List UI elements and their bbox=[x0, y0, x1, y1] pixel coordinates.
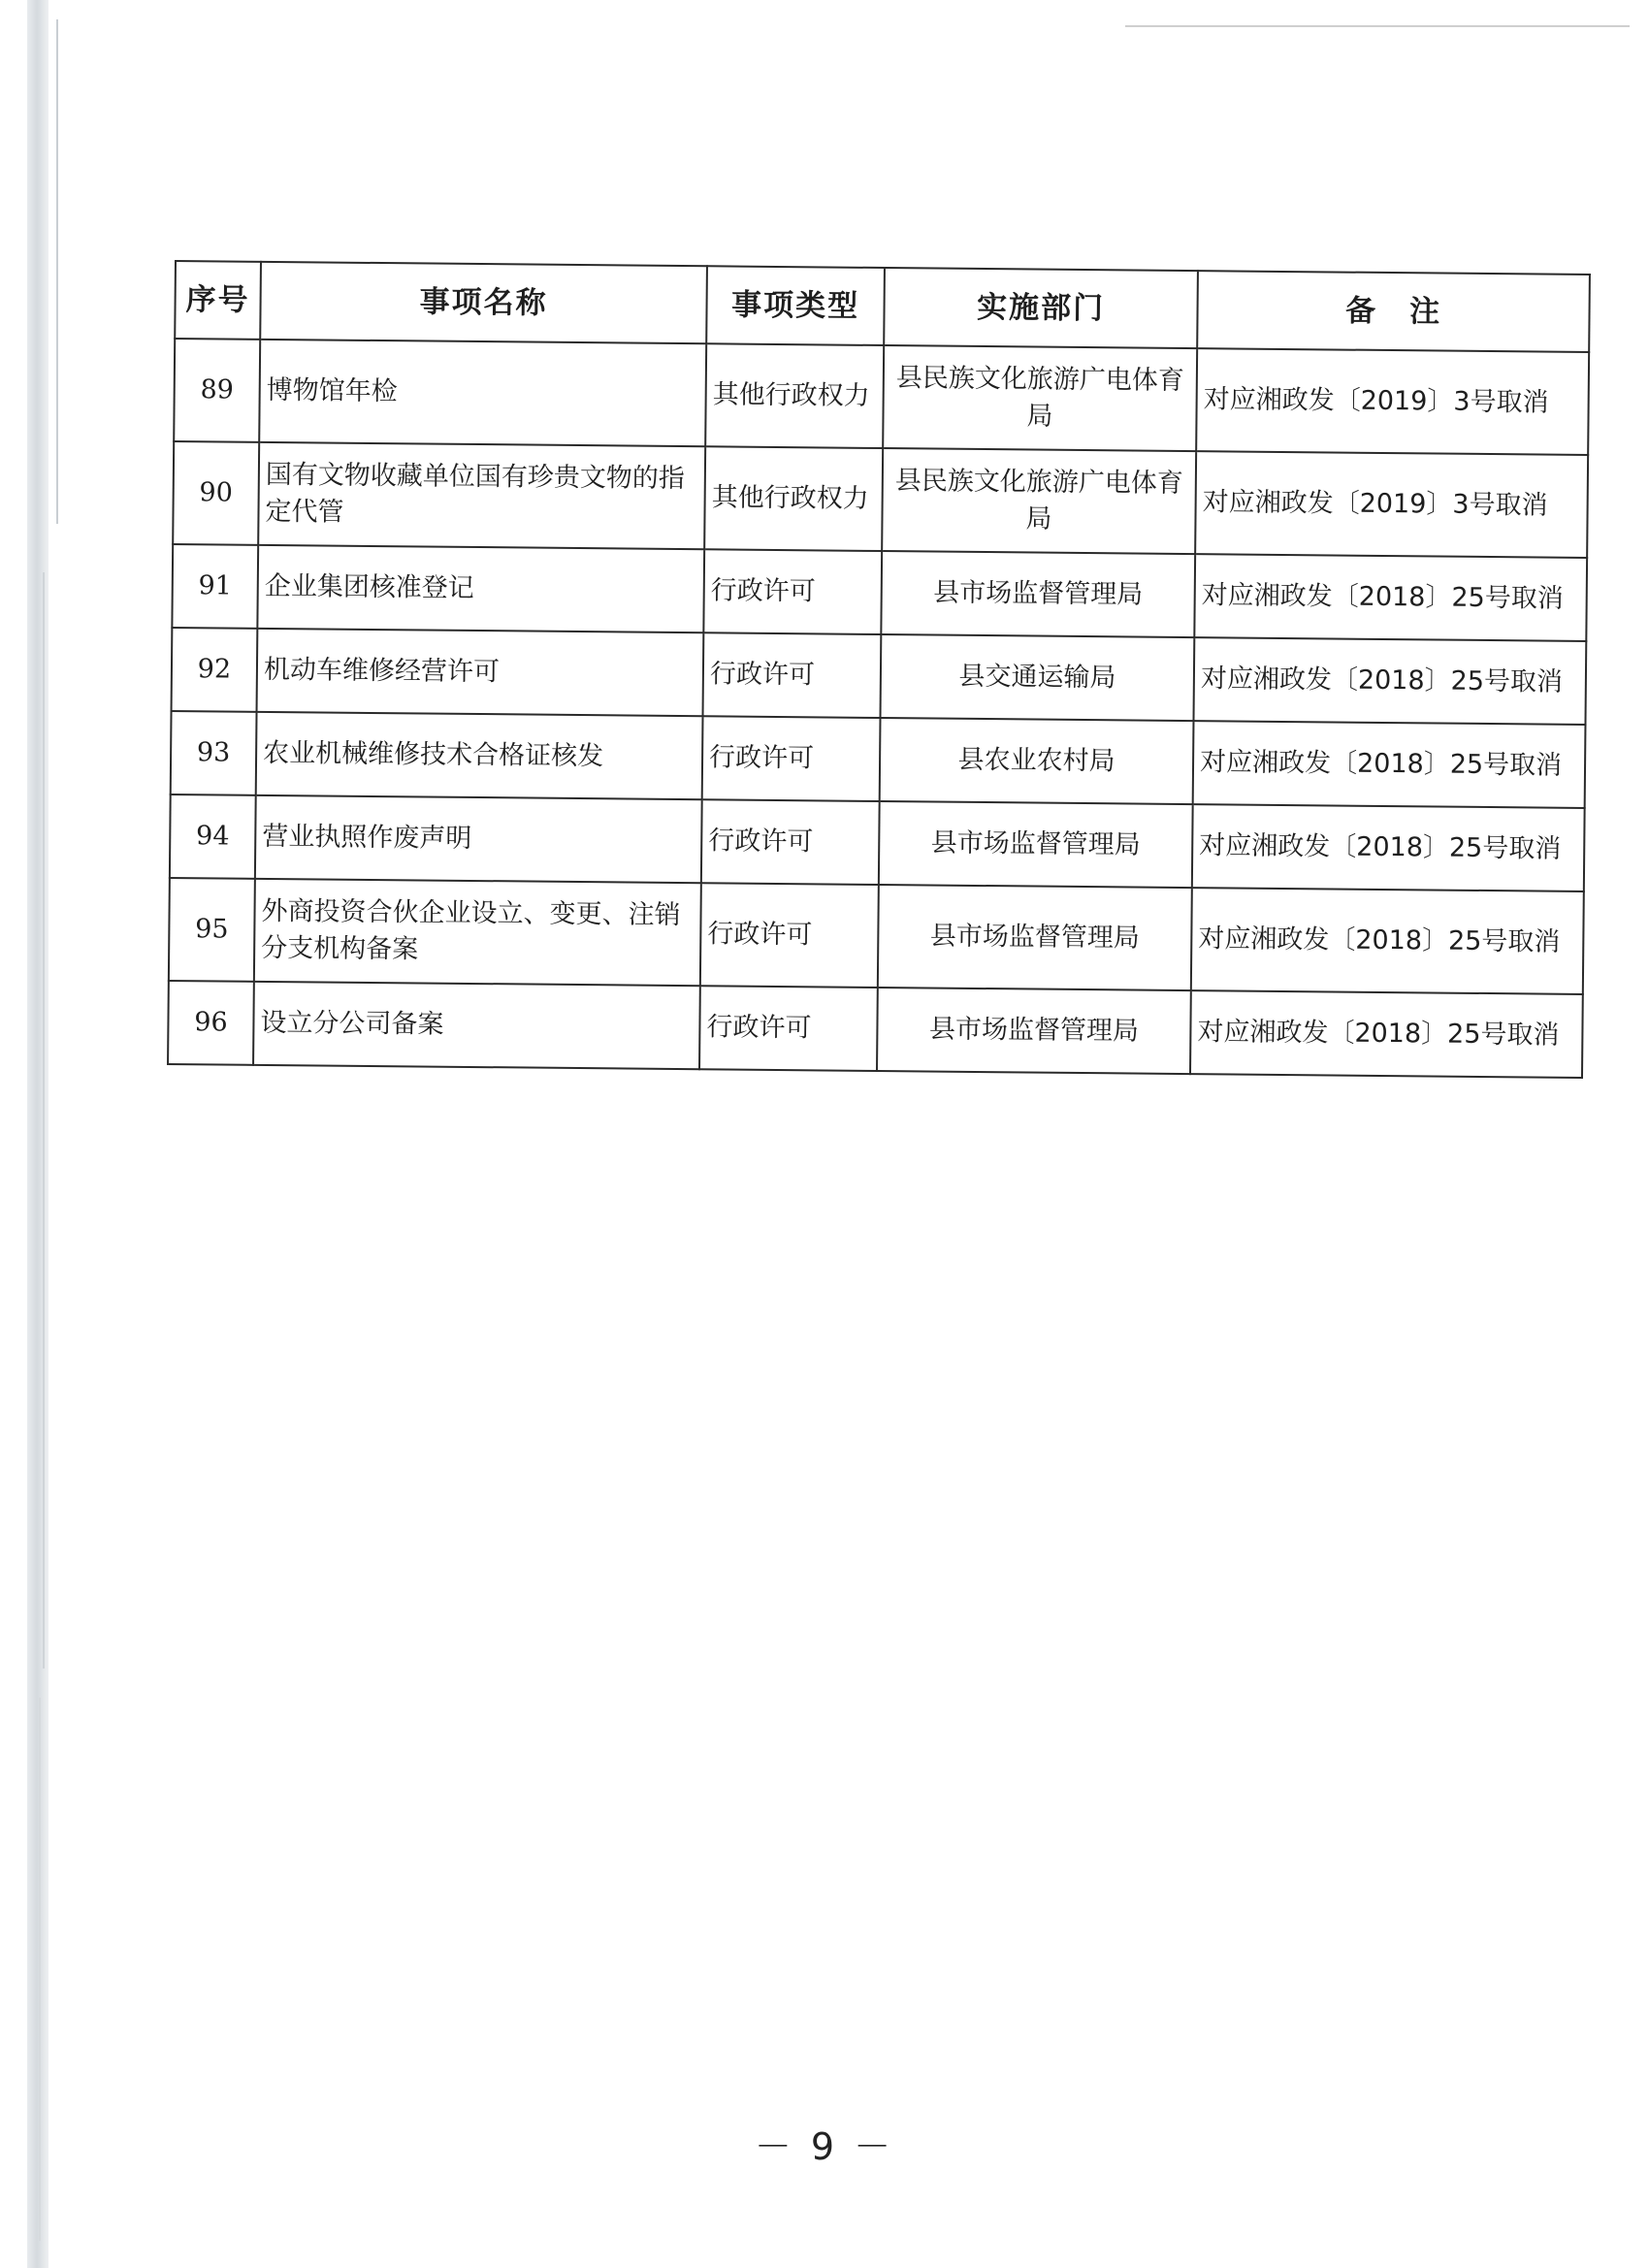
cell-no: 91 bbox=[172, 544, 258, 629]
header-no: 序号 bbox=[175, 261, 261, 340]
cell-name: 农业机械维修技术合格证核发 bbox=[256, 712, 703, 799]
table-row bbox=[171, 711, 1586, 808]
cell-name: 企业集团核准登记 bbox=[257, 545, 704, 632]
cell-name: 机动车维修经营许可 bbox=[257, 629, 704, 716]
cell-name: 国有文物收藏单位国有珍贵文物的指定代管 bbox=[258, 442, 705, 549]
header-note: 备 注 bbox=[1197, 271, 1590, 352]
scan-binding-line bbox=[56, 19, 58, 524]
cell-dept: 县民族文化旅游广电体育局 bbox=[882, 448, 1196, 554]
cell-type: 行政许可 bbox=[703, 632, 882, 718]
table-row bbox=[174, 339, 1589, 455]
cell-type: 行政许可 bbox=[701, 799, 880, 885]
cell-name: 营业执照作废声明 bbox=[255, 795, 702, 883]
cell-note: 对应湘政发〔2018〕25号取消 bbox=[1193, 721, 1586, 808]
scan-binding-shadow bbox=[27, 0, 48, 2268]
cell-name: 外商投资合伙企业设立、变更、注销分支机构备案 bbox=[254, 879, 701, 986]
cell-no: 92 bbox=[172, 628, 258, 712]
cell-no: 89 bbox=[174, 339, 260, 442]
cell-note: 对应湘政发〔2019〕3号取消 bbox=[1196, 348, 1589, 455]
cell-dept: 县市场监督管理局 bbox=[877, 988, 1191, 1074]
cell-name: 设立分公司备案 bbox=[253, 982, 700, 1069]
cell-type: 行政许可 bbox=[700, 883, 879, 988]
cell-note: 对应湘政发〔2018〕25号取消 bbox=[1190, 990, 1583, 1078]
table-row bbox=[169, 878, 1584, 994]
cell-dept: 县市场监督管理局 bbox=[881, 551, 1195, 637]
scan-binding-line bbox=[43, 572, 45, 1669]
cell-no: 95 bbox=[169, 878, 255, 982]
header-dept: 实施部门 bbox=[884, 268, 1198, 348]
cell-note: 对应湘政发〔2018〕25号取消 bbox=[1194, 554, 1587, 641]
cell-type: 其他行政权力 bbox=[705, 343, 884, 448]
table-row bbox=[172, 544, 1587, 641]
cell-name: 博物馆年检 bbox=[259, 340, 706, 446]
cell-dept: 县农业农村局 bbox=[880, 718, 1194, 804]
cell-type: 行政许可 bbox=[703, 549, 882, 634]
items-table-container bbox=[167, 260, 1589, 1079]
cancelled-items-table bbox=[167, 260, 1591, 1079]
cell-no: 93 bbox=[171, 711, 257, 795]
cell-note: 对应湘政发〔2018〕25号取消 bbox=[1192, 804, 1585, 891]
cell-type: 行政许可 bbox=[699, 986, 878, 1071]
cell-note: 对应湘政发〔2018〕25号取消 bbox=[1193, 637, 1586, 725]
cell-no: 90 bbox=[173, 441, 259, 545]
table-row bbox=[170, 794, 1585, 891]
cell-note: 对应湘政发〔2018〕25号取消 bbox=[1191, 888, 1584, 994]
table-row bbox=[172, 628, 1587, 725]
header-name: 事项名称 bbox=[260, 262, 707, 343]
cell-dept: 县市场监督管理局 bbox=[878, 885, 1192, 990]
cell-dept: 县民族文化旅游广电体育局 bbox=[883, 345, 1197, 451]
cell-dept: 县市场监督管理局 bbox=[879, 801, 1193, 888]
scan-top-rule bbox=[1125, 25, 1630, 27]
table-row bbox=[173, 441, 1588, 558]
header-type: 事项类型 bbox=[706, 266, 885, 345]
table-header-row bbox=[175, 261, 1590, 352]
cell-no: 94 bbox=[170, 794, 256, 879]
cell-type: 其他行政权力 bbox=[704, 446, 883, 551]
cell-dept: 县交通运输局 bbox=[881, 634, 1195, 721]
table-row bbox=[168, 981, 1583, 1078]
cell-note: 对应湘政发〔2019〕3号取消 bbox=[1195, 451, 1588, 558]
cell-type: 行政许可 bbox=[702, 716, 881, 801]
page-number: － 9 － bbox=[754, 2125, 895, 2168]
cell-no: 96 bbox=[168, 981, 254, 1065]
